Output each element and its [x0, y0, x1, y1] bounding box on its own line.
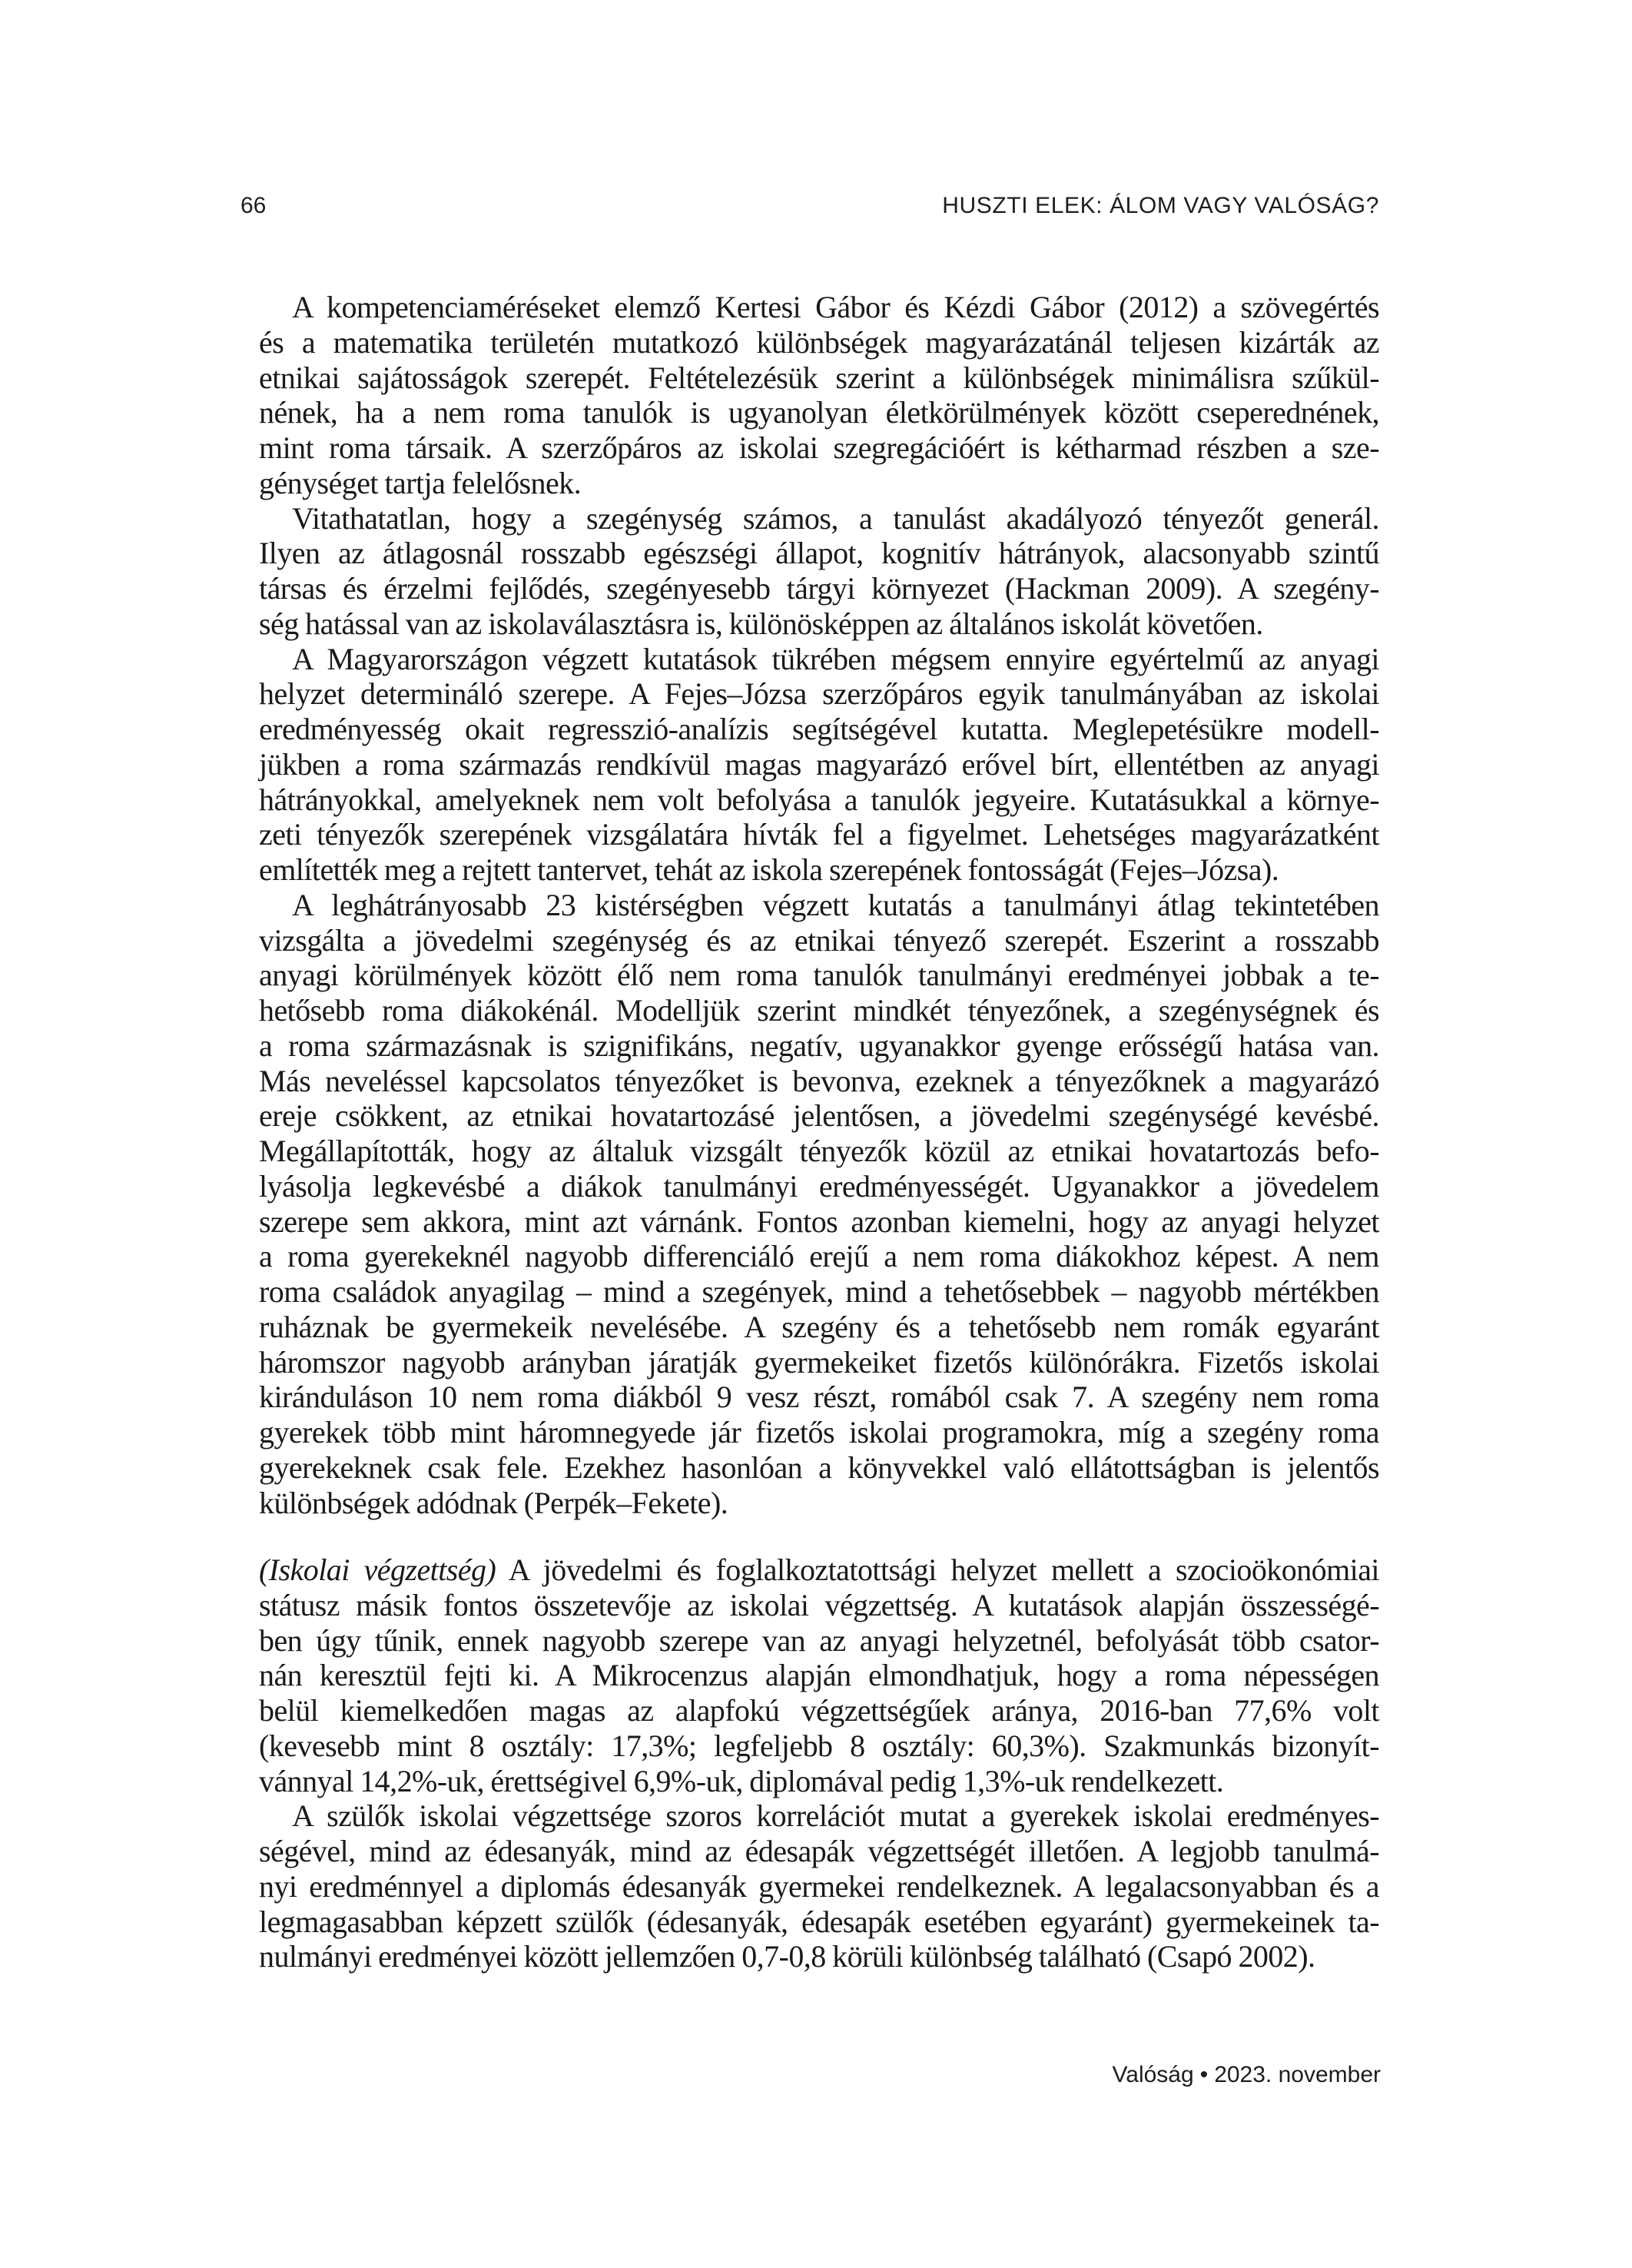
text-line: Vitathatatlan, hogy a szegénység számos, a tanulást akadályozó tényezőt generál.: [292, 500, 1379, 536]
text-line: [259, 1552, 1379, 1588]
paragraph: [259, 1552, 1379, 1798]
paragraph: [259, 501, 1379, 642]
text-line: zeti tényezők szerepének vizsgálatára hívták fel a figyelmet. Lehetséges magyarázatként: [259, 817, 1379, 852]
text-line: anyagi körülmények között élő nem roma tanulók tanulmányi eredményei jobbak a te-: [259, 958, 1379, 993]
text-line: Megállapították, hogy az általuk vizsgált tényezők közül az etnikai hovatartozás befo-: [259, 1134, 1379, 1168]
text-line: etnikai sajátosságok szerepét. Feltételezésük szerint a különbségek minimálisra szűkül-: [259, 360, 1379, 395]
text-line: státusz másik fontos összetevője az iskolai végzettség. A kutatások alapján összességé-: [259, 1587, 1379, 1622]
text-line: Más neveléssel kapcsolatos tényezőket is bevonva, ezeknek a tényezőknek a magyarázó: [259, 1063, 1379, 1098]
text-line: ség hatással van az iskolaválasztásra is, különösképpen az általános iskolát követően.: [259, 606, 1263, 641]
text-line: jükben a roma származás rendkívül magas magyarázó erővel bírt, ellentétben az anyagi: [259, 746, 1379, 782]
paragraph: [259, 888, 1379, 1521]
paragraph: [259, 1798, 1379, 1974]
text-block-education: [259, 1552, 1379, 1974]
text-line: hetősebb roma diákokénál. Modelljük szerint mindkét tényezőnek, a szegénységnek és: [259, 993, 1379, 1028]
text-line: ruháznak be gyermekeik nevelésébe. A szegény és a tehetősebb nem romák egyaránt: [259, 1309, 1379, 1344]
text-line: A kompetenciaméréseket elemző Kertesi Gábor és Kézdi Gábor (2012) a szövegértés: [292, 290, 1379, 324]
text-line: társas és érzelmi fejlődés, szegényesebb tárgyi környezet (Hackman 2009). A szegény-: [259, 571, 1379, 606]
text-line: A leghátrányosabb 23 kistérségben végzett kutatás a tanulmányi átlag tekintetében: [292, 887, 1379, 922]
journal-name: Valóság: [1112, 2062, 1194, 2087]
text-line: a roma gyerekeknél nagyobb differenciáló erejű a nem roma diákokhoz képest. A nem: [259, 1239, 1379, 1274]
text-line: különbségek adódnak (Perpék–Fekete).: [259, 1485, 728, 1520]
text-line: a roma származásnak is szignifikáns, negatív, ugyanakkor gyenge erősségű hatása van.: [259, 1028, 1379, 1063]
paragraph: [259, 642, 1379, 888]
text-line: A Magyarországon végzett kutatások tükrében mégsem ennyire egyértelmű az anyagi: [292, 641, 1379, 676]
text-block-poverty: [259, 290, 1379, 1520]
inline-section-heading: (Iskolai végzettség): [259, 1552, 496, 1587]
bullet-separator: •: [1199, 2062, 1209, 2087]
page-number: 66: [240, 193, 267, 218]
text-line: vánnyal 14,2%-uk, érettségivel 6,9%-uk, diplomával pedig 1,3%-uk rendelkezett.: [259, 1763, 1224, 1798]
text-line: belül kiemelkedően magas az alapfokú végzettségűek aránya, 2016-ban 77,6% volt: [259, 1693, 1379, 1728]
issue-date: 2023. november: [1214, 2062, 1381, 2087]
text-line: ereje csökkent, az etnikai hovatartozásé jelentősen, a jövedelmi szegénységé kevésbé.: [259, 1098, 1379, 1134]
text-line: nán keresztül fejti ki. A Mikrocenzus alapján elmondhatjuk, hogy a roma népességen: [259, 1658, 1379, 1693]
running-title: HUSZTI ELEK: ÁLOM VAGY VALÓSÁG?: [942, 193, 1379, 218]
text-line: legmagasabban képzett szülők (édesanyák, édesapák esetében egyaránt) gyermekeinek ta-: [259, 1904, 1379, 1939]
text-line: hátrányokkal, amelyeknek nem volt befolyása a tanulók jegyeire. Kutatásukkal a környe-: [259, 782, 1379, 817]
running-header: [240, 191, 1379, 221]
text-line: génységet tartja felelősnek.: [259, 465, 582, 500]
text-line: kiránduláson 10 nem roma diákból 9 vesz részt, romából csak 7. A szegény nem roma: [259, 1380, 1379, 1415]
running-footer: [999, 2060, 1381, 2090]
text-line: nyi eredménnyel a diplomás édesanyák gyermekei rendelkeznek. A legalacsonyabban és a: [259, 1868, 1379, 1904]
paragraph: [259, 290, 1379, 501]
text-run: A jövedelmi és foglalkoztatottsági helyzet mellett a szocioökonómiai: [496, 1552, 1379, 1587]
text-line: roma családok anyagilag – mind a szegények, mind a tehetősebbek – nagyobb mértékben: [259, 1274, 1379, 1309]
text-line: háromszor nagyobb arányban járatják gyermekeiket fizetős különórákra. Fizetős iskolai: [259, 1344, 1379, 1380]
text-line: A szülők iskolai végzettsége szoros korrelációt mutat a gyerekek iskolai eredményes-: [292, 1798, 1379, 1834]
text-line: gyerekeknek csak fele. Ezekhez hasonlóan a könyvekkel való ellátottságban is jelentős: [259, 1449, 1379, 1485]
text-line: (kevesebb mint 8 osztály: 17,3%; legfeljebb 8 osztály: 60,3%). Szakmunkás bizonyít-: [259, 1728, 1379, 1763]
text-line: nének, ha a nem roma tanulók is ugyanolyan életkörülmények között cseperednének,: [259, 395, 1379, 430]
text-line: ben úgy tűnik, ennek nagyobb szerepe van az anyagi helyzetnél, befolyását több csator-: [259, 1622, 1379, 1658]
text-line: vizsgálta a jövedelmi szegénység és az etnikai tényező szerepét. Eszerint a rosszabb: [259, 922, 1379, 958]
text-line: nulmányi eredményei között jellemzően 0,7-0,8 körüli különbség található (Csapó 2002).: [259, 1939, 1315, 1974]
text-line: említették meg a rejtett tantervet, tehát az iskola szerepének fontosságát (Fejes–Józsa).: [259, 852, 1279, 887]
text-line: mint roma társaik. A szerzőpáros az iskolai szegregációért is kétharmad részben a sze-: [259, 430, 1379, 465]
text-line: ségével, mind az édesanyák, mind az édesapák végzettségét illetően. A legjobb tanulmá-: [259, 1834, 1379, 1868]
text-line: Ilyen az átlagosnál rosszabb egészségi állapot, kognitív hátrányok, alacsonyabb szintű: [259, 536, 1379, 571]
text-line: eredményesség okait regresszió-analízis segítségével kutatta. Meglepetésükre modell-: [259, 712, 1379, 746]
text-line: gyerekek több mint háromnegyede jár fizetős iskolai programokra, míg a szegény roma: [259, 1415, 1379, 1449]
text-line: helyzet determináló szerepe. A Fejes–Józsa szerzőpáros egyik tanulmányában az iskolai: [259, 676, 1379, 712]
text-line: lyásolja legkevésbé a diákok tanulmányi eredményességét. Ugyanakkor a jövedelem: [259, 1168, 1379, 1204]
text-line: és a matematika területén mutatkozó különbségek magyarázatánál teljesen kizárták az: [259, 324, 1379, 360]
text-line: szerepe sem akkora, mint azt várnánk. Fontos azonban kiemelni, hogy az anyagi helyzet: [259, 1204, 1379, 1239]
